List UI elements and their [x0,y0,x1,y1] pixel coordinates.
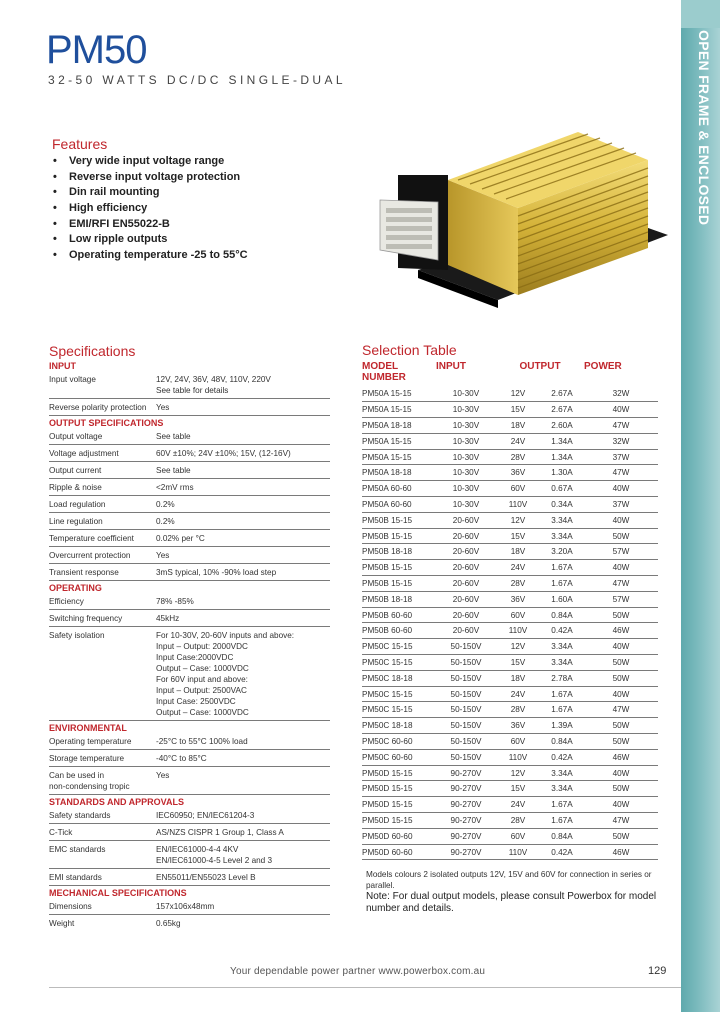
table-row [362,718,658,734]
spec-value: 0.02% per °C [156,534,205,543]
cell-model: PM50B 15-15 [362,560,436,576]
features-heading: Features [52,136,108,152]
cell-output-current: 2.67A [540,386,584,402]
side-band-top [681,0,720,28]
cell-output-voltage: 60V [496,734,540,750]
cell-output-current: 3.20A [540,544,584,560]
table-row [362,734,658,750]
spec-label: Load regulation [49,500,106,509]
cell-output-current: 3.34A [540,655,584,671]
cell-output-voltage: 12V [496,512,540,528]
cell-output-current: 0.42A [540,844,584,860]
cell-model: PM50A 15-15 [362,433,436,449]
cell-output-voltage: 15V [496,528,540,544]
spec-row [49,371,330,399]
spec-row [49,767,330,795]
cell-output-current: 0.67A [540,481,584,497]
cell-model: PM50C 60-60 [362,734,436,750]
spec-label: Efficiency [49,597,84,606]
spec-value: 12V, 24V, 36V, 48V, 110V, 220V See table for details [156,375,271,395]
spec-label: Overcurrent protection [49,551,131,560]
cell-output-current: 1.34A [540,433,584,449]
cell-input: 20-60V [436,512,496,528]
product-title: PM50 [46,28,147,72]
cell-output-voltage: 60V [496,481,540,497]
cell-power: 50W [584,718,658,734]
selection-table-heading: Selection Table [362,342,457,358]
cell-input: 10-30V [436,433,496,449]
footer-divider [49,987,681,988]
cell-output-current: 1.67A [540,686,584,702]
cell-output-current: 1.67A [540,560,584,576]
cell-power: 32W [584,433,658,449]
table-row [362,544,658,560]
spec-value: 0.2% [156,500,175,509]
spec-label: Line regulation [49,517,103,526]
cell-input: 10-30V [436,449,496,465]
feature-item: • High efficiency [52,201,248,217]
cell-output-voltage: 110V [496,623,540,639]
cell-output-voltage: 110V [496,844,540,860]
feature-item: • EMI/RFI EN55022-B [52,217,248,233]
cell-input: 50-150V [436,734,496,750]
spec-label: Output voltage [49,432,103,441]
spec-value: 45kHz [156,614,180,623]
table-row [362,623,658,639]
cell-model: PM50D 15-15 [362,797,436,813]
cell-power: 57W [584,544,658,560]
cell-input: 50-150V [436,718,496,734]
table-row [362,749,658,765]
cell-output-voltage: 110V [496,497,540,513]
cell-power: 50W [584,781,658,797]
cell-output-current: 2.60A [540,418,584,434]
cell-model: PM50A 60-60 [362,481,436,497]
table-row [362,560,658,576]
cell-output-voltage: 36V [496,591,540,607]
cell-model: PM50D 15-15 [362,781,436,797]
spec-label: Input voltage [49,375,96,384]
spec-label: Reverse polarity protection [49,403,147,412]
cell-output-voltage: 12V [496,386,540,402]
spec-value: 0.65kg [156,919,181,928]
cell-model: PM50C 18-18 [362,718,436,734]
table-row [362,402,658,418]
cell-output-voltage: 15V [496,655,540,671]
cell-output-current: 1.30A [540,465,584,481]
selection-note-dual: Note: For dual output models, please consult Powerbox for model number and details. [366,891,657,914]
cell-output-current: 0.84A [540,734,584,750]
cell-input: 20-60V [436,544,496,560]
cell-input: 50-150V [436,702,496,718]
spec-section-title: ENVIRONMENTAL [49,723,127,733]
spec-label: Dimensions [49,902,92,911]
spec-row [49,610,330,627]
spec-label: Operating temperature [49,737,132,746]
cell-output-voltage: 12V [496,639,540,655]
cell-output-current: 3.34A [540,512,584,528]
spec-value: AS/NZS CISPR 1 Group 1, Class A [156,828,284,837]
table-row [362,433,658,449]
cell-input: 50-150V [436,749,496,765]
spec-label: Output current [49,466,102,475]
cell-model: PM50B 15-15 [362,512,436,528]
cell-model: PM50A 60-60 [362,497,436,513]
cell-input: 50-150V [436,686,496,702]
cell-model: PM50B 18-18 [362,591,436,607]
spec-row [49,869,330,886]
table-row [362,497,658,513]
cell-input: 50-150V [436,639,496,655]
cell-input: 90-270V [436,813,496,829]
cell-input: 10-30V [436,465,496,481]
cell-power: 50W [584,528,658,544]
cell-power: 50W [584,828,658,844]
cell-output-current: 1.39A [540,718,584,734]
cell-input: 50-150V [436,655,496,671]
table-row [362,765,658,781]
spec-row [49,915,330,931]
col-output: OUTPUT [519,361,561,372]
spec-section-title: OPERATING [49,583,102,593]
cell-model: PM50D 60-60 [362,828,436,844]
cell-output-voltage: 24V [496,560,540,576]
cell-input: 20-60V [436,591,496,607]
table-row [362,655,658,671]
cell-output-voltage: 15V [496,402,540,418]
spec-value: 78% -85% [156,597,194,606]
cell-power: 57W [584,591,658,607]
col-input: INPUT [436,361,466,372]
selection-table [362,361,658,860]
spec-label: Safety standards [49,811,111,820]
cell-input: 20-60V [436,576,496,592]
cell-output-voltage: 24V [496,433,540,449]
cell-output-voltage: 110V [496,749,540,765]
spec-section-title: OUTPUT SPECIFICATIONS [49,418,164,428]
table-row [362,512,658,528]
spec-row [49,428,330,445]
spec-value: Yes [156,403,170,412]
spec-row [49,824,330,841]
table-row [362,844,658,860]
cell-output-current: 1.67A [540,797,584,813]
product-image [378,120,678,310]
cell-input: 90-270V [436,828,496,844]
spec-row [49,479,330,496]
cell-output-current: 0.84A [540,607,584,623]
cell-output-current: 3.34A [540,781,584,797]
table-row [362,781,658,797]
cell-input: 20-60V [436,560,496,576]
cell-power: 40W [584,686,658,702]
cell-power: 40W [584,797,658,813]
specifications-table [49,359,330,931]
page-number: 129 [648,965,667,977]
cell-input: 90-270V [436,781,496,797]
cell-power: 47W [584,813,658,829]
spec-row [49,733,330,750]
spec-label: Safety isolation [49,631,105,640]
selection-table-header [362,361,658,386]
cell-output-current: 1.60A [540,591,584,607]
cell-output-current: 0.84A [540,828,584,844]
feature-item: • Very wide input voltage range [52,154,248,170]
cell-input: 10-30V [436,481,496,497]
spec-label: Weight [49,919,75,928]
cell-output-voltage: 18V [496,670,540,686]
cell-power: 46W [584,623,658,639]
spec-row [49,750,330,767]
cell-output-current: 2.67A [540,402,584,418]
cell-output-voltage: 18V [496,418,540,434]
features-list [52,154,248,264]
table-row [362,465,658,481]
cell-output-voltage: 15V [496,781,540,797]
cell-power: 46W [584,844,658,860]
spec-label: Storage temperature [49,754,125,763]
table-row [362,449,658,465]
cell-model: PM50A 15-15 [362,402,436,418]
table-row [362,813,658,829]
cell-output-voltage: 60V [496,828,540,844]
spec-value: Yes [156,771,170,780]
table-row [362,607,658,623]
cell-input: 20-60V [436,528,496,544]
cell-output-voltage: 28V [496,449,540,465]
specifications-heading: Specifications [49,343,136,359]
cell-power: 37W [584,449,658,465]
cell-model: PM50C 15-15 [362,686,436,702]
cell-model: PM50B 60-60 [362,607,436,623]
spec-row [49,841,330,869]
spec-row [49,462,330,479]
side-band-label: OPEN FRAME & ENCLOSED [696,30,712,226]
spec-value: IEC60950; EN/IEC61204-3 [156,811,255,820]
spec-label: EMI standards [49,873,102,882]
cell-output-current: 0.42A [540,749,584,765]
spec-row [49,564,330,581]
cell-input: 10-30V [436,418,496,434]
cell-power: 50W [584,734,658,750]
spec-label: Voltage adjustment [49,449,119,458]
spec-value: 3mS typical, 10% -90% load step [156,568,277,577]
cell-input: 20-60V [436,623,496,639]
cell-output-current: 3.34A [540,528,584,544]
cell-model: PM50A 18-18 [362,418,436,434]
spec-label: Ripple & noise [49,483,102,492]
cell-model: PM50C 15-15 [362,655,436,671]
cell-power: 50W [584,655,658,671]
spec-row [49,445,330,462]
spec-label: C-Tick [49,828,73,837]
cell-input: 10-30V [436,497,496,513]
cell-output-voltage: 60V [496,607,540,623]
cell-model: PM50D 15-15 [362,813,436,829]
cell-output-voltage: 24V [496,686,540,702]
cell-model: PM50B 15-15 [362,528,436,544]
cell-output-voltage: 12V [496,765,540,781]
cell-input: 10-30V [436,402,496,418]
spec-section-title: STANDARDS AND APPROVALS [49,797,185,807]
feature-item: • Reverse input voltage protection [52,170,248,186]
cell-input: 50-150V [436,670,496,686]
table-row [362,386,658,402]
cell-input: 90-270V [436,844,496,860]
table-row [362,576,658,592]
spec-row [49,496,330,513]
table-row [362,828,658,844]
cell-power: 40W [584,402,658,418]
spec-value: For 10-30V, 20-60V inputs and above: Input – Output: 2000VDC Input Case:2000VDC Output – Case: 1000VDC For 60V input and above: Input – Output: 2500VAC Input Case: 2500VDC Output – Case: 1000VDC [156,631,295,717]
cell-input: 10-30V [436,386,496,402]
spec-value: EN/IEC61000-4-4 4KV EN/IEC61000-4-5 Level 2 and 3 [156,845,273,865]
cell-output-current: 2.78A [540,670,584,686]
cell-model: PM50A 15-15 [362,386,436,402]
cell-power: 40W [584,560,658,576]
table-row [362,591,658,607]
cell-power: 47W [584,465,658,481]
cell-model: PM50C 18-18 [362,670,436,686]
cell-power: 46W [584,749,658,765]
cell-power: 40W [584,481,658,497]
footer-tagline: Your dependable power partner www.powerbox.com.au [230,966,486,977]
col-power: POWER [584,361,622,372]
spec-label: Can be used in non-condensing tropic [49,771,130,791]
table-row [362,481,658,497]
cell-power: 47W [584,576,658,592]
feature-item: • Din rail mounting [52,185,248,201]
spec-value: 0.2% [156,517,175,526]
spec-row [49,547,330,564]
cell-power: 40W [584,512,658,528]
spec-value: EN55011/EN55023 Level B [156,873,256,882]
cell-output-voltage: 28V [496,576,540,592]
cell-power: 50W [584,607,658,623]
cell-output-current: 1.34A [540,449,584,465]
cell-input: 90-270V [436,765,496,781]
spec-value: See table [156,432,191,441]
feature-item: • Low ripple outputs [52,232,248,248]
cell-model: PM50A 18-18 [362,465,436,481]
cell-input: 20-60V [436,607,496,623]
table-row [362,639,658,655]
cell-output-current: 3.34A [540,639,584,655]
spec-value: 157x106x48mm [156,902,215,911]
spec-label: EMC standards [49,845,106,854]
spec-label: Temperature coefficient [49,534,134,543]
cell-output-current: 3.34A [540,765,584,781]
table-row [362,418,658,434]
table-row [362,702,658,718]
spec-row [49,530,330,547]
cell-output-voltage: 28V [496,702,540,718]
cell-input: 90-270V [436,797,496,813]
cell-output-voltage: 36V [496,718,540,734]
spec-label: Switching frequency [49,614,123,623]
cell-model: PM50C 60-60 [362,749,436,765]
cell-power: 37W [584,497,658,513]
cell-power: 47W [584,418,658,434]
cell-model: PM50C 15-15 [362,639,436,655]
spec-value: 60V ±10%; 24V ±10%; 15V, (12-16V) [156,449,291,458]
cell-model: PM50B 15-15 [362,576,436,592]
table-row [362,670,658,686]
cell-model: PM50B 60-60 [362,623,436,639]
cell-output-voltage: 36V [496,465,540,481]
col-model-number: MODEL NUMBER [362,361,406,383]
spec-value: -25°C to 55°C 100% load [156,737,248,746]
cell-output-current: 1.67A [540,813,584,829]
spec-row [49,513,330,530]
cell-power: 40W [584,639,658,655]
cell-output-voltage: 28V [496,813,540,829]
cell-model: PM50C 15-15 [362,702,436,718]
spec-row [49,399,330,416]
spec-label: Transient response [49,568,119,577]
spec-row [49,898,330,915]
cell-output-voltage: 18V [496,544,540,560]
spec-section-title: INPUT [49,361,76,371]
selection-note-parallel: Models colours 2 isolated outputs 12V, 15V and 60V for connection in series or parallel. [366,870,652,890]
cell-output-current: 1.67A [540,576,584,592]
spec-section-title: MECHANICAL SPECIFICATIONS [49,888,187,898]
cell-power: 40W [584,765,658,781]
table-row [362,528,658,544]
table-row [362,686,658,702]
spec-row [49,807,330,824]
cell-power: 50W [584,670,658,686]
spec-value: -40°C to 85°C [156,754,207,763]
cell-output-current: 0.34A [540,497,584,513]
spec-row [49,627,330,721]
feature-item: • Operating temperature -25 to 55°C [52,248,248,264]
spec-value: See table [156,466,191,475]
cell-output-current: 1.67A [540,702,584,718]
cell-power: 32W [584,386,658,402]
spec-value: Yes [156,551,170,560]
cell-model: PM50D 15-15 [362,765,436,781]
spec-value: <2mV rms [156,483,194,492]
cell-output-current: 0.42A [540,623,584,639]
cell-output-voltage: 24V [496,797,540,813]
cell-model: PM50B 18-18 [362,544,436,560]
cell-model: PM50A 15-15 [362,449,436,465]
spec-row [49,593,330,610]
table-row [362,797,658,813]
product-subtitle: 32-50 WATTS DC/DC SINGLE-DUAL [48,73,346,87]
cell-power: 47W [584,702,658,718]
cell-model: PM50D 60-60 [362,844,436,860]
